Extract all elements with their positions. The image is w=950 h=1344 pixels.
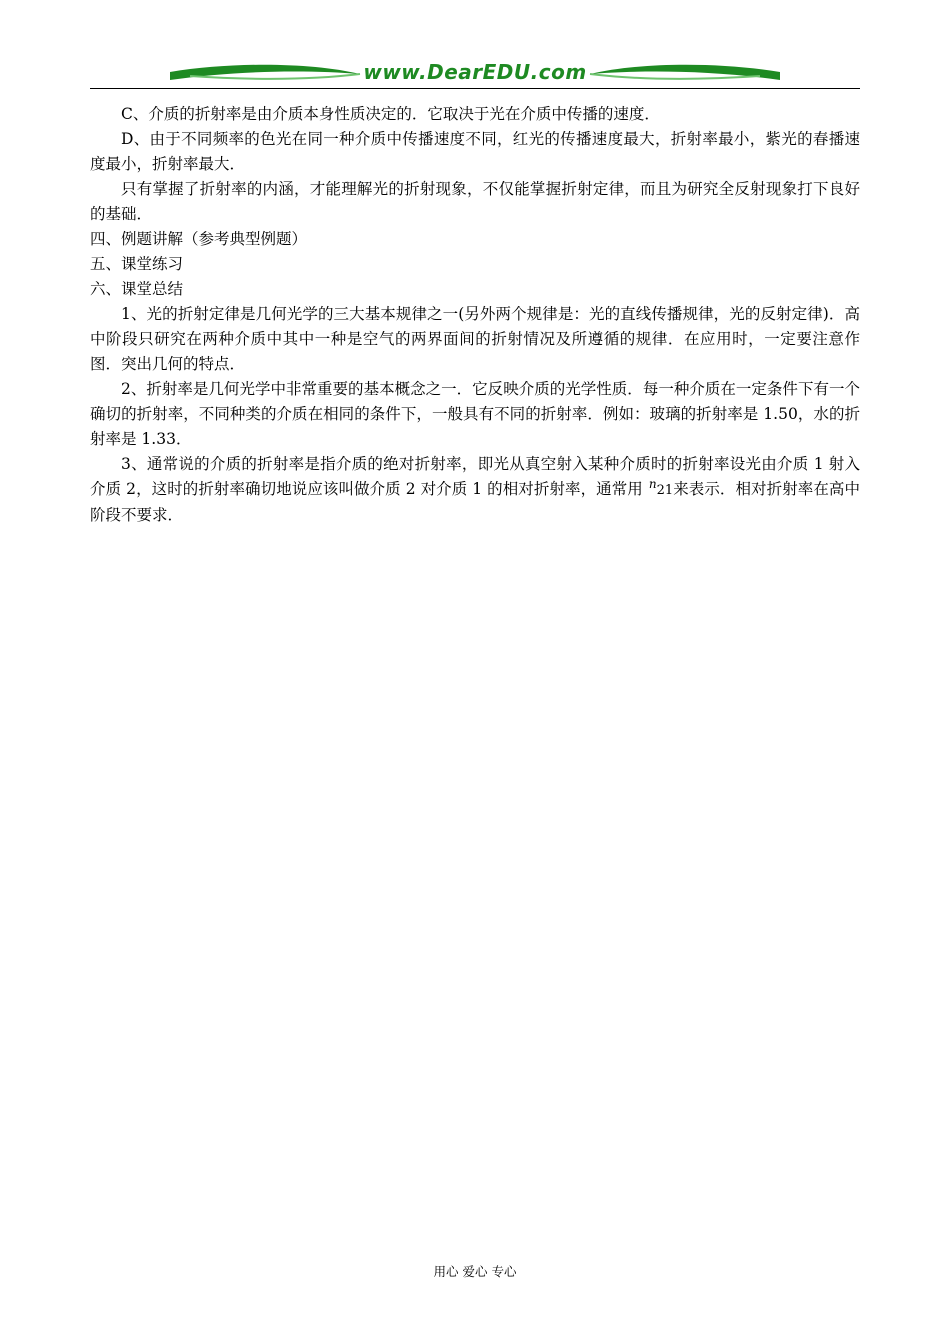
conclusion-item-3-text: 3、通常说的介质的折射率是指介质的绝对折射率，即光从真空射入某种介质时的折射率设光由介质 1 射入介质 2，这时的折射率确切地说应该叫做介质 2 对介质 1 的相对折射率，通常用 — [90, 455, 860, 498]
page-footer: 用心 爱心 专心 — [433, 1264, 517, 1279]
conclusion-item-3-tail: 来表示．相对折射率在高中阶段不要求． — [90, 480, 860, 524]
paragraph-c: C、介质的折射率是由介质本身性质决定的．它取决于光在介质中传播的速度． — [121, 105, 660, 123]
conclusion-item-1: 1、光的折射定律是几何光学的三大基本规律之一(另外两个规律是：光的直线传播规律，光的反射定律)．高中阶段只研究在两种介质中其中一种是空气的两界面间的折射情况及所遵循的规律．在应用时，一定要注意作图．突出几何的特点． — [90, 305, 860, 373]
site-logo-text: www.DearEDU.com — [363, 60, 587, 84]
site-header — [90, 58, 860, 90]
paragraph-d: D、由于不同频率的色光在同一种介质中传播速度不同，红光的传播速度最大，折射率最小，紫光的春播速度最小，折射率最大． — [90, 130, 860, 173]
conclusion-item-2: 2、折射率是几何光学中非常重要的基本概念之一．它反映介质的光学性质．每一种介质在一定条件下有一个确切的折射率，不同种类的介质在相同的条件下，一般具有不同的折射率．例如：玻璃的折射率是 1.50，水的折射率是 1.33． — [90, 380, 860, 448]
paragraph-summary: 只有掌握了折射率的内涵，才能理解光的折射现象，不仅能掌握折射定律，而且为研究全反射现象打下良好的基础． — [90, 180, 860, 223]
conclusion-item-3 — [90, 452, 860, 528]
relative-index-subscript: 21 — [656, 483, 674, 498]
header-divider — [90, 88, 860, 89]
document-body — [90, 102, 860, 528]
section-heading-practice: 五、课堂练习 — [90, 255, 184, 273]
section-heading-conclusion: 六、课堂总结 — [90, 280, 184, 298]
relative-index-symbol: n — [648, 477, 657, 491]
section-heading-examples: 四、例题讲解（参考典型例题） — [90, 230, 308, 248]
